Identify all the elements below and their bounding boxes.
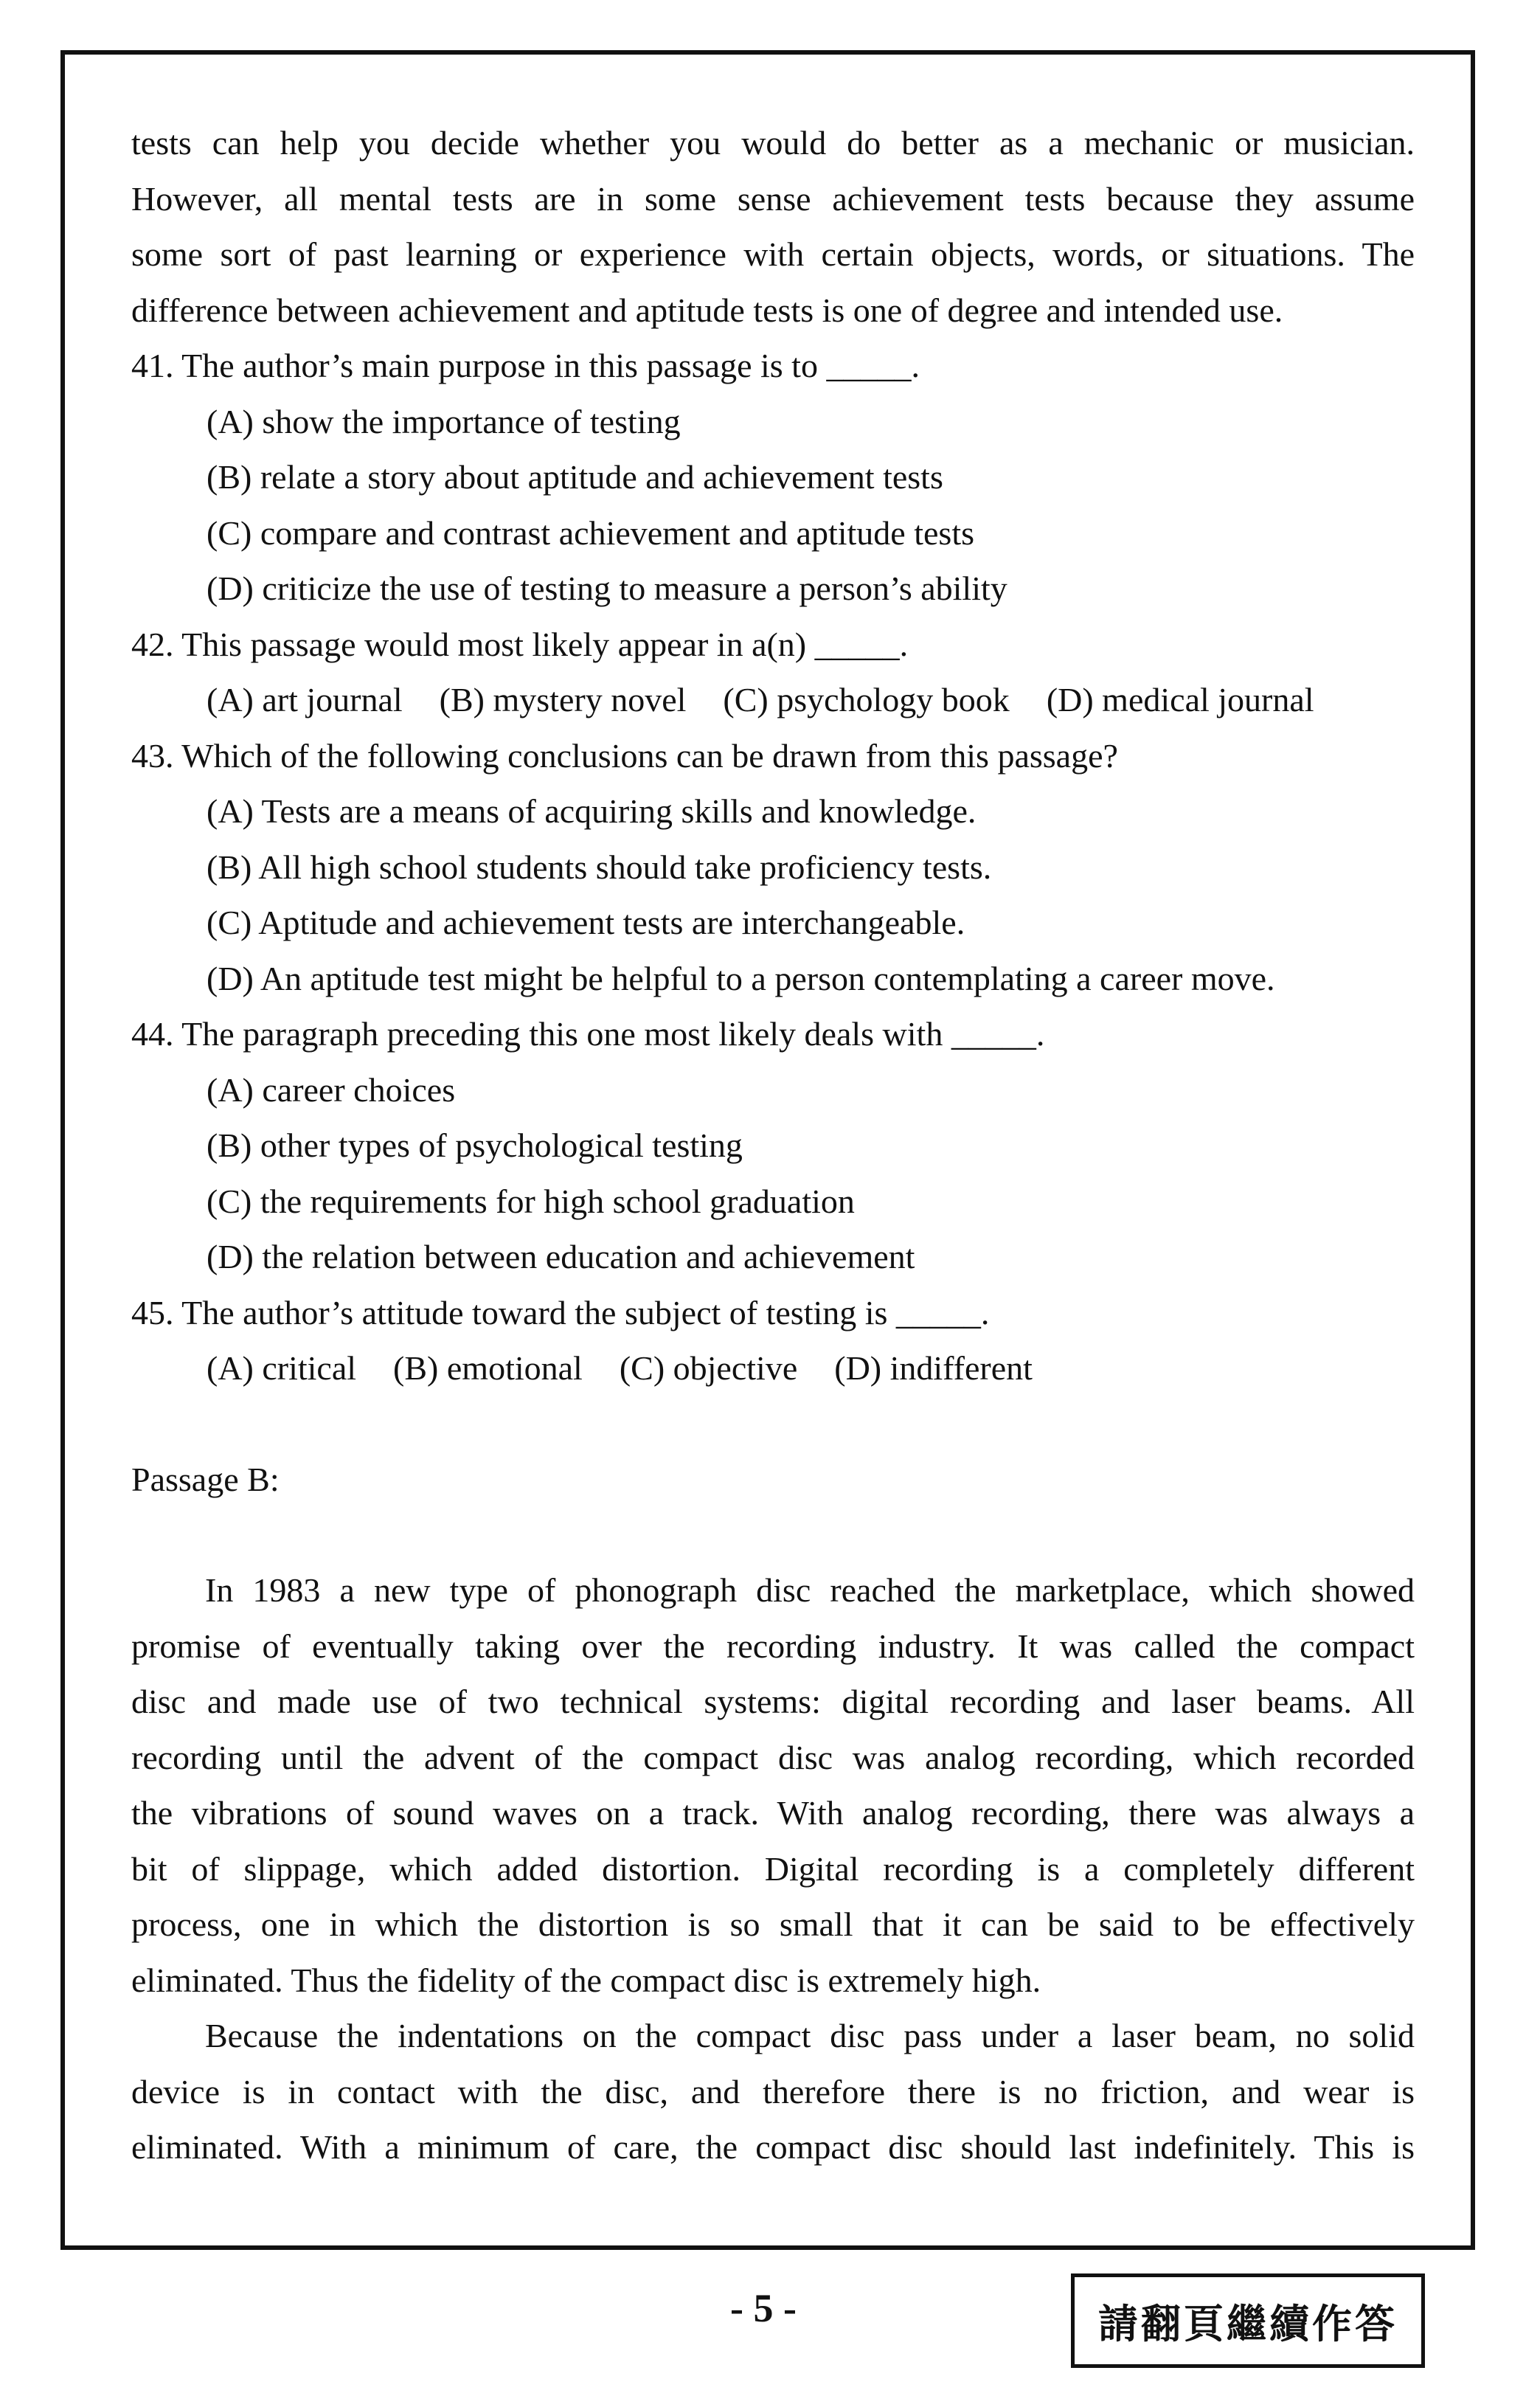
- question-41: [131, 338, 1415, 617]
- passage-b-paragraph-1: [131, 1562, 1415, 2008]
- answer-option: (B) relate a story about aptitude and achievement tests: [207, 458, 943, 496]
- spacer: [131, 1507, 1415, 1562]
- answer-option: (C) compare and contrast achievement and aptitude tests: [207, 513, 974, 552]
- passage-b-line: process, one in which the distortion is so small that it can be said to be effectively: [131, 1905, 1415, 1943]
- page-frame: [60, 50, 1475, 2250]
- question-45: [131, 1285, 1415, 1396]
- passage-a-line: some sort of past learning or experience with certain objects, words, or situations. The: [131, 235, 1415, 273]
- answer-option: (B) All high school students should take proficiency tests.: [207, 848, 992, 886]
- answer-option: (B) emotional: [393, 1349, 583, 1387]
- passage-a-line: difference between achievement and aptitude tests is one of degree and intended use.: [131, 291, 1283, 329]
- answer-option: (A) career choices: [207, 1070, 456, 1109]
- answer-option: (C) the requirements for high school graduation: [207, 1182, 855, 1220]
- turn-page-label: 請翻頁繼續作答: [1098, 2300, 1398, 2347]
- passage-b-line: bit of slippage, which added distortion. Digital recording is a completely different: [131, 1849, 1415, 1888]
- answer-option: (A) show the importance of testing: [207, 402, 681, 440]
- answer-option: (C) Aptitude and achievement tests are interchangeable.: [207, 904, 965, 941]
- question-42: [131, 617, 1415, 728]
- passage-b-line: Because the indentations on the compact disc pass under a laser beam, no solid: [205, 2017, 1415, 2054]
- answer-option: (D) An aptitude test might be helpful to a person contemplating a career move.: [207, 959, 1275, 997]
- answer-option: (D) indifferent: [834, 1349, 1033, 1387]
- question-44: [131, 1006, 1415, 1285]
- question-stem: 41. The author’s main purpose in this passage is to _____.: [131, 347, 920, 384]
- answer-option: (B) mystery novel: [439, 681, 687, 718]
- question-stem: 43. Which of the following conclusions can be drawn from this passage?: [131, 736, 1118, 775]
- passage-b-line: eliminated. With a minimum of care, the compact disc should last indefinitely. This is: [131, 2128, 1415, 2166]
- answer-option: (D) criticize the use of testing to measure a person’s ability: [207, 569, 1007, 607]
- passage-b-line: disc and made use of two technical systems: digital recording and laser beams. All: [131, 1683, 1415, 1720]
- answer-option: (D) the relation between education and achievement: [207, 1238, 915, 1275]
- answer-option: (C) objective: [619, 1349, 798, 1387]
- question-stem: 42. This passage would most likely appear in a(n) _____.: [131, 625, 909, 663]
- passage-b-line: eliminated. Thus the fidelity of the compact disc is extremely high.: [131, 1961, 1041, 1999]
- passage-b-line: In 1983 a new type of phonograph disc reached the marketplace, which showed: [205, 1571, 1415, 1609]
- answer-options-row: [131, 1340, 1415, 1396]
- answer-option: (A) critical: [207, 1349, 357, 1387]
- passage-b-line: device is in contact with the disc, and therefore there is no friction, and wear is: [131, 2072, 1415, 2110]
- answer-option: (D) medical journal: [1046, 681, 1314, 718]
- answer-option: (A) Tests are a means of acquiring skills and knowledge.: [207, 792, 977, 830]
- answer-options-row: [131, 672, 1415, 728]
- answer-option: (B) other types of psychological testing: [207, 1126, 743, 1164]
- answer-option: (C) psychology book: [723, 681, 1010, 718]
- page-content: [131, 115, 1415, 2175]
- passage-b-heading: Passage B:: [131, 1460, 280, 1498]
- question-stem: 44. The paragraph preceding this one most likely deals with _____.: [131, 1015, 1045, 1053]
- answer-option: (A) art journal: [207, 681, 403, 718]
- passage-b-line: recording until the advent of the compact disc was analog recording, which recorded: [131, 1738, 1415, 1776]
- passage-a-line: tests can help you decide whether you would do better as a mechanic or musician.: [131, 124, 1415, 162]
- question-stem: 45. The author’s attitude toward the subject of testing is _____.: [131, 1293, 990, 1331]
- turn-page-notice: [1071, 2273, 1425, 2368]
- passage-b-paragraph-2: [131, 2008, 1415, 2175]
- page-number: - 5 -: [730, 2286, 797, 2330]
- passage-b-line: the vibrations of sound waves on a track. With analog recording, there was always a: [131, 1794, 1415, 1832]
- spacer: [131, 1396, 1415, 1452]
- passage-a-line: However, all mental tests are in some sense achievement tests because they assume: [131, 179, 1415, 218]
- passage-b-line: promise of eventually taking over the recording industry. It was called the compact: [131, 1627, 1415, 1665]
- question-43: [131, 728, 1415, 1007]
